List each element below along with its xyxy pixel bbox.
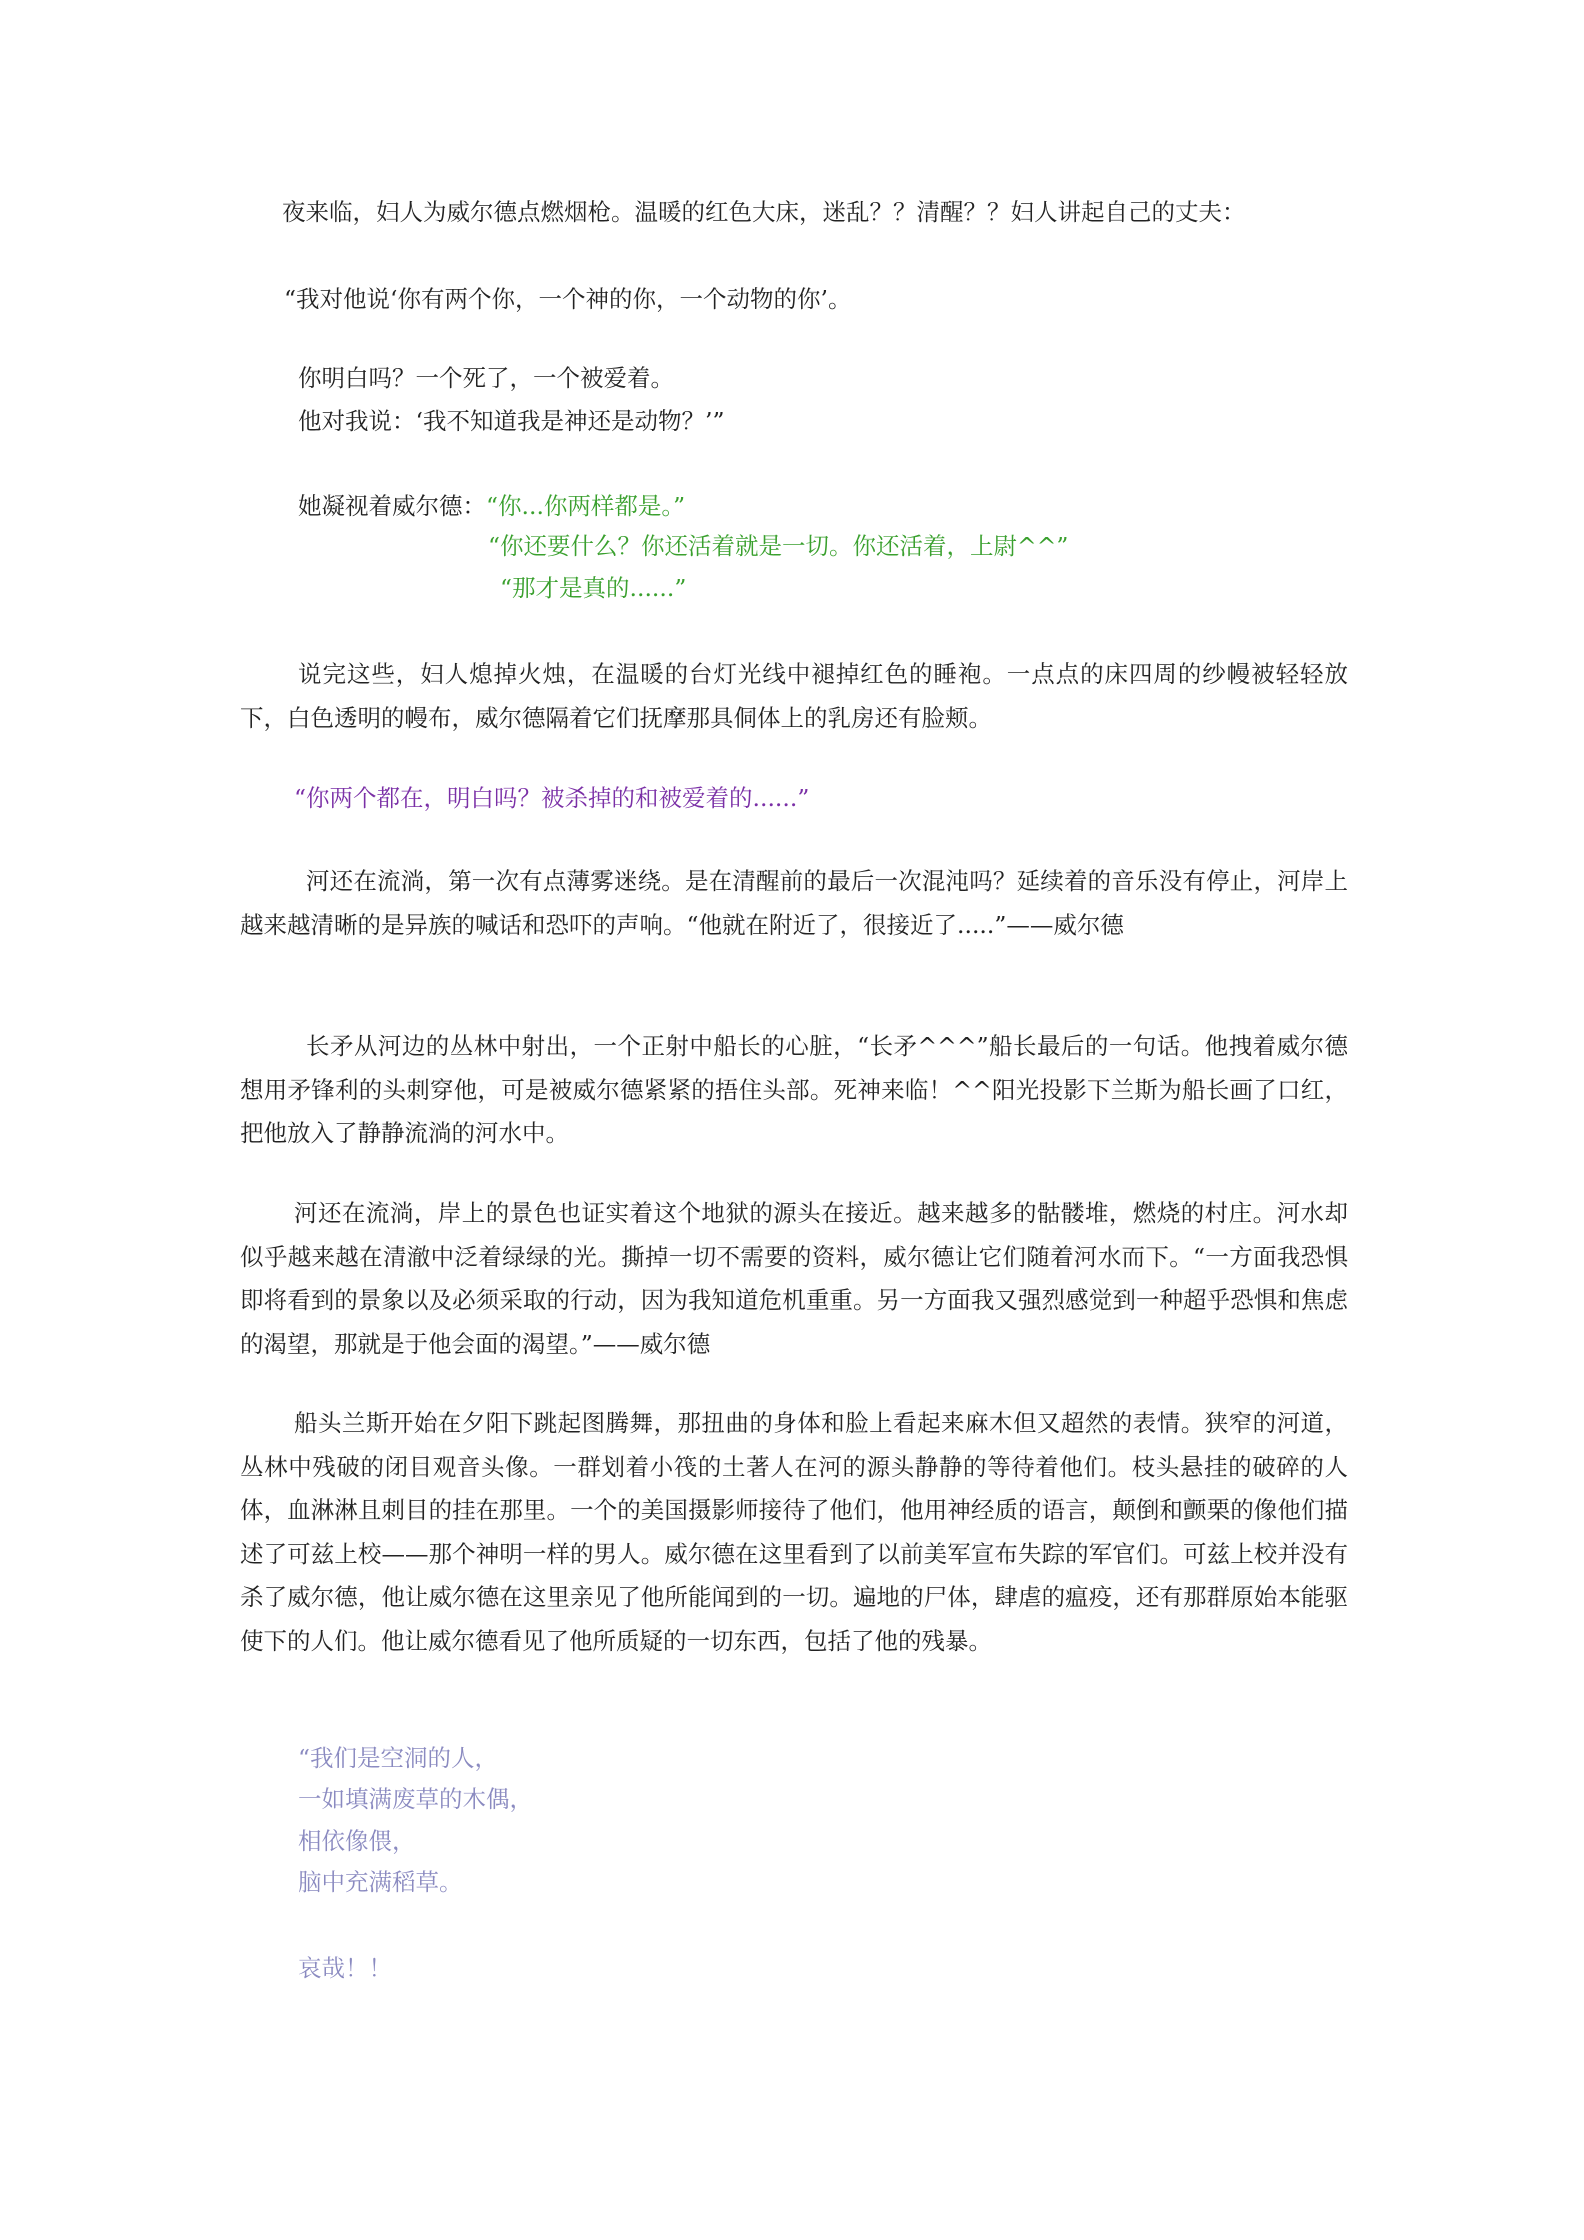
gaze-prefix: 她凝视着威尔德：: [298, 492, 486, 520]
quote-husband: “我对他说‘你有两个你，一个神的你，一个动物的你’。: [284, 285, 852, 313]
gaze-quote: “你...你两样都是。”: [486, 492, 686, 520]
poem-line-4: 脑中充满稻草。: [298, 1868, 463, 1896]
paragraph-river-2: 河还在流淌，岸上的景色也证实着这个地狱的源头在接近。越来越多的骷髅堆，燃烧的村庄。河水却似乎越来越在清澈中泛着绿绿的光。撕掉一切不需要的资料，威尔德让它们随着河水而下。“一方面我恐惧即将看到的景象以及必须采取的行动，因为我知道危机重重。另一方面我又强烈感觉到一种超乎恐惧和焦虑的渴望，那就是于他会面的渴望。”——威尔德: [240, 1199, 1348, 1358]
paragraph-river-1: 河还在流淌，第一次有点薄雾迷绕。是在清醒前的最后一次混沌吗？延续着的音乐没有停止，河岸上越来越清晰的是异族的喊话和恐吓的声响。“他就在附近了，很接近了.....”——威尔德: [240, 867, 1348, 939]
poem-end: 哀哉！！: [298, 1954, 392, 1982]
paragraph-lance: 船头兰斯开始在夕阳下跳起图腾舞，那扭曲的身体和脸上看起来麻木但又超然的表情。狭窄的河道，丛林中残破的闭目观音头像。一群划着小筏的土著人在河的源头静静的等待着他们。枝头悬挂的破碎的人体，血淋淋且刺目的挂在那里。一个的美国摄影师接待了他们，他用神经质的语言，颠倒和颤栗的像他们描述了可兹上校——那个神明一样的男人。威尔德在这里看到了以前美军宣布失踪的军官们。可兹上校并没有杀了威尔德，他让威尔德在这里亲见了他所能闻到的一切。遍地的尸体，肆虐的瘟疫，还有那群原始本能驱使下的人们。他让威尔德看见了他所质疑的一切东西，包括了他的残暴。: [240, 1409, 1348, 1655]
purple-quote: “你两个都在，明白吗？被杀掉的和被爱着的......”: [294, 784, 810, 812]
poem-line-3: 相依像偎，: [298, 1827, 416, 1855]
line-understand: 你明白吗？一个死了，一个被爱着。: [298, 364, 674, 392]
line-he-said: 他对我说：‘我不知道我是神还是动物？’”: [298, 407, 725, 435]
poem-line-1: “我们是空洞的人，: [298, 1744, 499, 1772]
gaze-line: [298, 490, 685, 522]
paragraph-lamp: 说完这些，妇人熄掉火烛，在温暖的台灯光线中褪掉红色的睡袍。一点点的床四周的纱幔被轻轻放下，白色透明的幔布，威尔德隔着它们抚摩那具侗体上的乳房还有脸颊。: [240, 660, 1348, 732]
poem-line-2: 一如填满废草的木偶，: [298, 1785, 533, 1813]
green-line-2: “你还要什么？你还活着就是一切。你还活着，上尉^^”: [488, 532, 1069, 560]
intro-line: 夜来临，妇人为威尔德点燃烟枪。温暖的红色大床，迷乱？？清醒？？妇人讲起自己的丈夫：: [282, 198, 1246, 226]
green-line-3: “那才是真的......”: [500, 574, 687, 602]
paragraph-spear: 长矛从河边的丛林中射出，一个正射中船长的心脏，“长矛^^^”船长最后的一句话。他拽着威尔德想用矛锋利的头刺穿他，可是被威尔德紧紧的捂住头部。死神来临！^^阳光投影下兰斯为船长画了口红，把他放入了静静流淌的河水中。: [240, 1032, 1348, 1147]
